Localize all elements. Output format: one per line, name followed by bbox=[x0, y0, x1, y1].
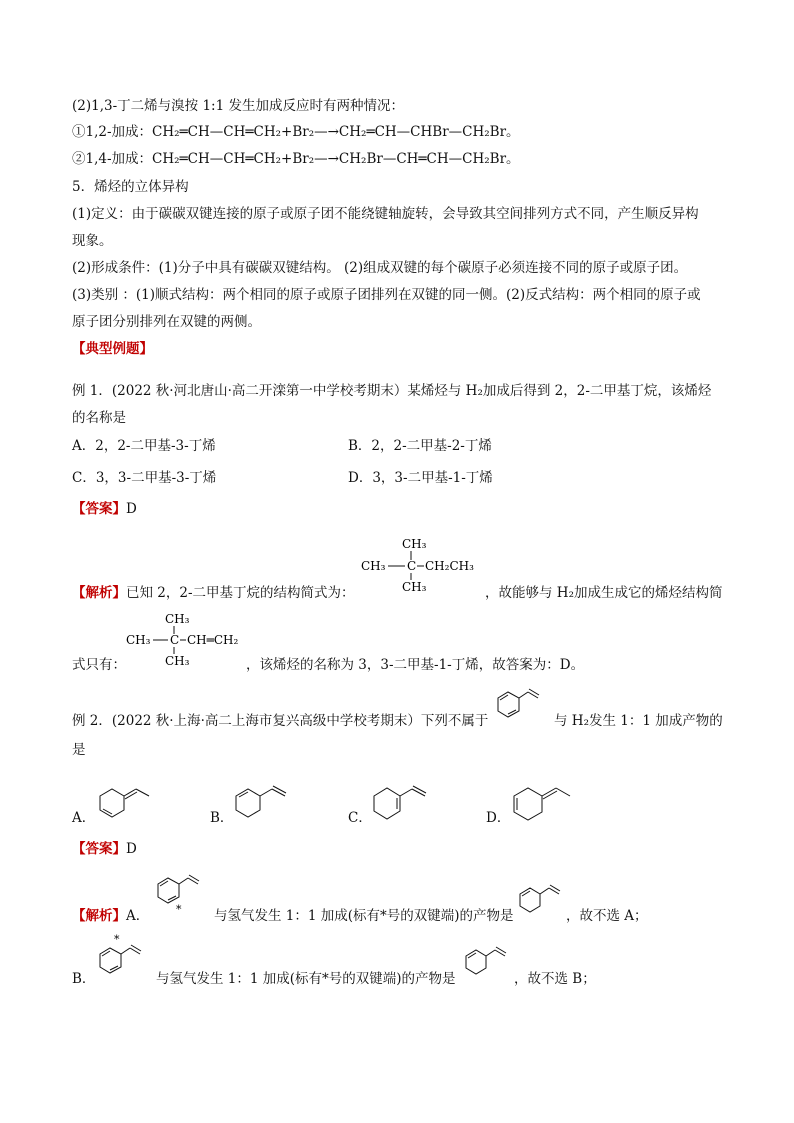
struct2-top-ch3: CH₃ bbox=[165, 612, 190, 626]
example1-answer: D bbox=[126, 501, 137, 517]
analysis-tag: 【解析】 bbox=[72, 585, 126, 601]
text-line-definition: (1)定义：由于碳碳双键连接的原子或原子团不能绕键轴旋转，会导致其空间排列方式不同，产生顺反异构 bbox=[72, 206, 699, 222]
vinylcyclohexadiene-structure bbox=[488, 682, 550, 728]
section-heading-examples: 【典型例题】 bbox=[72, 341, 153, 357]
example2-analysis-b-prefix: B． bbox=[72, 971, 96, 987]
example2-choice-c-label: C． bbox=[348, 810, 372, 826]
analysis-b-reactant-structure bbox=[92, 932, 154, 982]
struct1-top-ch3: CH₃ bbox=[402, 537, 427, 551]
answer-tag: 【答案】 bbox=[72, 501, 126, 517]
choice-d-ethylidenecyclohexene bbox=[506, 772, 590, 830]
example2-choice-d-label: D． bbox=[486, 810, 511, 826]
example2-analysis-a-start bbox=[72, 907, 149, 925]
choice-b-vinylcyclohexene bbox=[228, 776, 308, 828]
struct1-bottom-ch3: CH₃ bbox=[402, 580, 427, 594]
struct1-center-c: C bbox=[407, 559, 417, 573]
analysis-a-prefix: A． bbox=[126, 908, 150, 924]
example2-analysis-a-end: ，故不选 A； bbox=[566, 908, 648, 924]
text-line-definition-cont: 现象。 bbox=[72, 233, 113, 249]
text-line-12-addition: ①1,2-加成：CH₂═CH—CH═CH₂+Br₂—→CH₂═CH—CHBr—CH₂Br。 bbox=[72, 124, 520, 140]
example2-question-part1: 例 2．(2022 秋·上海·高二上海市复兴高级中学校考期末）下列不属于 bbox=[72, 713, 489, 729]
example1-analysis-line2-start: 式只有： bbox=[72, 657, 126, 673]
example1-choice-c: C．3，3-二甲基-3-丁烯 bbox=[72, 470, 217, 486]
example1-question-line1: 例 1．(2022 秋·河北唐山·高二开滦第一中学校考期末）某烯烃与 H₂加成后得到 2，2-二甲基丁烷，该烯烃 bbox=[72, 383, 712, 399]
example2-choice-a-label: A． bbox=[72, 810, 96, 826]
analysis-text-part1: 已知 2，2-二甲基丁烷的结构简式为： bbox=[126, 585, 355, 601]
example1-choice-d: D．3，3-二甲基-1-丁烯 bbox=[348, 470, 493, 486]
struct2-right-vinyl: CH═CH₂ bbox=[187, 633, 239, 647]
struct2-center-c: C bbox=[170, 633, 180, 647]
example2-question-line2: 是 bbox=[72, 742, 86, 758]
example1-choice-b: B．2，2-二甲基-2-丁烯 bbox=[348, 438, 492, 454]
struct1-right-ethyl: CH₂CH₃ bbox=[425, 559, 474, 573]
example1-analysis-line1-end: ，故能够与 H₂加成生成它的烯烃结构简 bbox=[485, 585, 723, 601]
example2-analysis-b-mid: 与氢气发生 1：1 加成(标有*号的双键端)的产物是 bbox=[156, 971, 456, 987]
example2-analysis-a-mid: 与氢气发生 1：1 加成(标有*号的双键端)的产物是 bbox=[214, 908, 514, 924]
choice-c-vinylcyclohexene bbox=[366, 774, 446, 830]
example1-question-line2: 的名称是 bbox=[72, 410, 126, 426]
section-title-stereoisomerism: 5．烯烃的立体异构 bbox=[72, 179, 189, 195]
example2-analysis-b-end: ，故不选 B； bbox=[514, 971, 596, 987]
example1-choice-a: A．2，2-二甲基-3-丁烯 bbox=[72, 438, 216, 454]
structure-22-dimethylbutane bbox=[355, 536, 485, 594]
struct1-left-ch3: CH₃ bbox=[361, 559, 386, 573]
struct2-bottom-ch3: CH₃ bbox=[165, 654, 190, 668]
example2-answer-line bbox=[72, 840, 137, 858]
analysis-a-reactant-structure bbox=[150, 866, 212, 916]
struct2-left-ch3: CH₃ bbox=[126, 633, 151, 647]
text-line-14-addition: ②1,4-加成：CH₂═CH—CH═CH₂+Br₂—→CH₂Br—CH═CH—CH₂Br。 bbox=[72, 151, 520, 167]
text-line-categories: (3)类别 ：(1)顺式结构：两个相同的原子或原子团排列在双键的同一侧。(2)反式结构：两个相同的原子或 bbox=[72, 287, 701, 303]
example1-analysis-line2-end: ，该烯烃的名称为 3，3-二甲基-1-丁烯，故答案为：D。 bbox=[246, 657, 585, 673]
example2-choice-b-label: B． bbox=[210, 810, 234, 826]
analysis-tag: 【解析】 bbox=[72, 908, 126, 924]
analysis-b-product-structure bbox=[458, 942, 520, 982]
text-line-conditions: (2)形成条件：(1)分子中具有碳碳双键结构。 (2)组成双键的每个碳原子必须连接不同的原子或原子团。 bbox=[72, 260, 688, 276]
analysis-a-product-structure bbox=[512, 880, 572, 920]
answer-tag: 【答案】 bbox=[72, 841, 126, 857]
example1-answer-line bbox=[72, 500, 137, 518]
choice-a-ethylidenecyclohexene bbox=[92, 776, 172, 828]
star-mark: * bbox=[114, 933, 120, 946]
example2-question-part2: 与 H₂发生 1：1 加成产物的 bbox=[554, 713, 723, 729]
example2-answer: D bbox=[126, 841, 137, 857]
example1-analysis-line1 bbox=[72, 584, 355, 602]
star-mark: * bbox=[176, 903, 182, 916]
text-line-categories-cont: 原子团分别排列在双键的两侧。 bbox=[72, 314, 261, 330]
structure-33-dimethyl-1-butene bbox=[122, 612, 252, 668]
text-line-addition-cases: (2)1,3-丁二烯与溴按 1:1 发生加成反应时有两种情况： bbox=[72, 98, 404, 114]
